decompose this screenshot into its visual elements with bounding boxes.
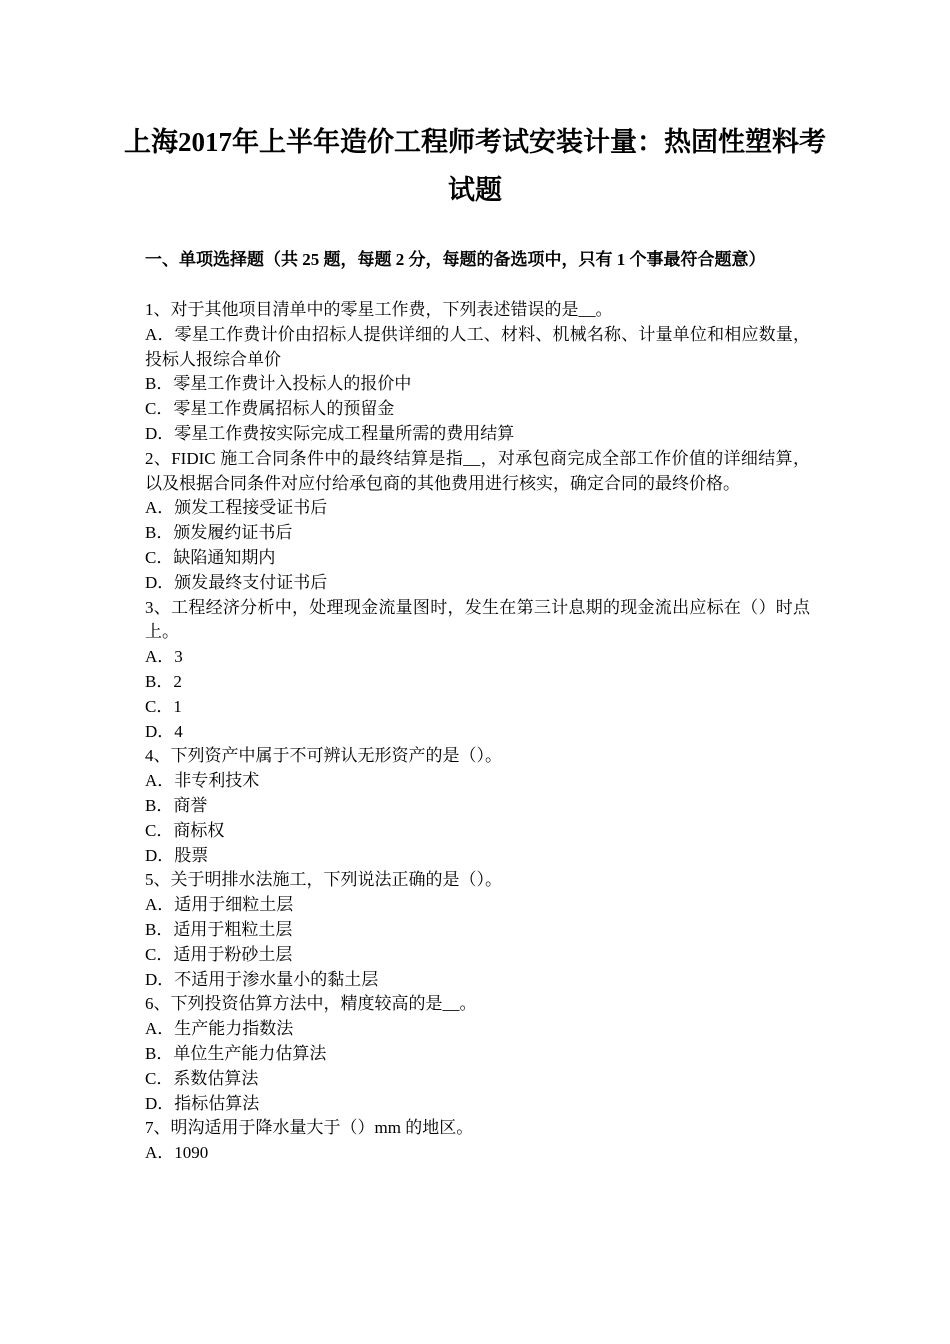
option-line: B．零星工作费计入投标人的报价中 xyxy=(145,374,412,394)
document-title: 上海2017年上半年造价工程师考试安装计量：热固性塑料考试题 xyxy=(124,127,826,205)
question-list xyxy=(145,298,810,1166)
option-line: D．指标估算法 xyxy=(145,1093,260,1113)
question-stem: 7、明沟适用于降水量大于（）mm 的地区。 xyxy=(145,1118,474,1138)
option-line: C．系数估算法 xyxy=(145,1068,259,1088)
option-line: C．零星工作费属招标人的预留金 xyxy=(145,399,395,419)
question-stem: 4、下列资产中属于不可辨认无形资产的是（）。 xyxy=(145,746,502,766)
option-line: A．生产能力指数法 xyxy=(145,1019,294,1039)
question-stem: 5、关于明排水法施工，下列说法正确的是（）。 xyxy=(145,870,502,890)
option-line: B．颁发履约证书后 xyxy=(145,523,293,543)
question-stem: 1、对于其他项目清单中的零星工作费，下列表述错误的是__。 xyxy=(145,300,613,319)
option-line: D．4 xyxy=(145,721,183,741)
option-line: B．商誉 xyxy=(145,795,208,815)
option-line: C．商标权 xyxy=(145,820,225,840)
option-line: C．缺陷通知期内 xyxy=(145,547,276,567)
option-line: D．零星工作费按实际完成工程量所需的费用结算 xyxy=(145,423,515,443)
option-line: B．单位生产能力估算法 xyxy=(145,1043,327,1063)
option-line: A．3 xyxy=(145,647,183,667)
option-line: B．适用于粗粒土层 xyxy=(145,919,293,939)
option-line: D．股票 xyxy=(145,845,209,865)
option-line: A．颁发工程接受证书后 xyxy=(145,498,328,518)
section-heading: 一、单项选择题（共 25 题，每题 2 分，每题的备选项中，只有 1 个事最符合题意） xyxy=(145,250,766,269)
option-line: A．非专利技术 xyxy=(145,771,260,791)
option-line: A．1090 xyxy=(145,1143,209,1163)
question-stem: 6、下列投资估算方法中，精度较高的是__。 xyxy=(145,994,477,1014)
option-line: C．1 xyxy=(145,696,182,716)
question-stem: 3、工程经济分析中，处理现金流量图时，发生在第三计息期的现金流出应标在（）时点上。 xyxy=(145,597,810,642)
option-line: D．不适用于渗水量小的黏土层 xyxy=(145,969,379,989)
option-line: A．适用于细粒土层 xyxy=(145,895,294,915)
question-stem: 2、FIDIC 施工合同条件中的最终结算是指__，对承包商完成全部工作价值的详细结算，以及根据合同条件对应付给承包商的其他费用进行核实，确定合同的最终价格。 xyxy=(145,448,810,493)
option-line: D．颁发最终支付证书后 xyxy=(145,572,328,592)
option-line: A．零星工作费计价由招标人提供详细的人工、材料、机械名称、计量单位和相应数量，投标人报综合单价 xyxy=(145,324,810,369)
option-line: C．适用于粉砂土层 xyxy=(145,944,293,964)
option-line: B．2 xyxy=(145,671,182,691)
